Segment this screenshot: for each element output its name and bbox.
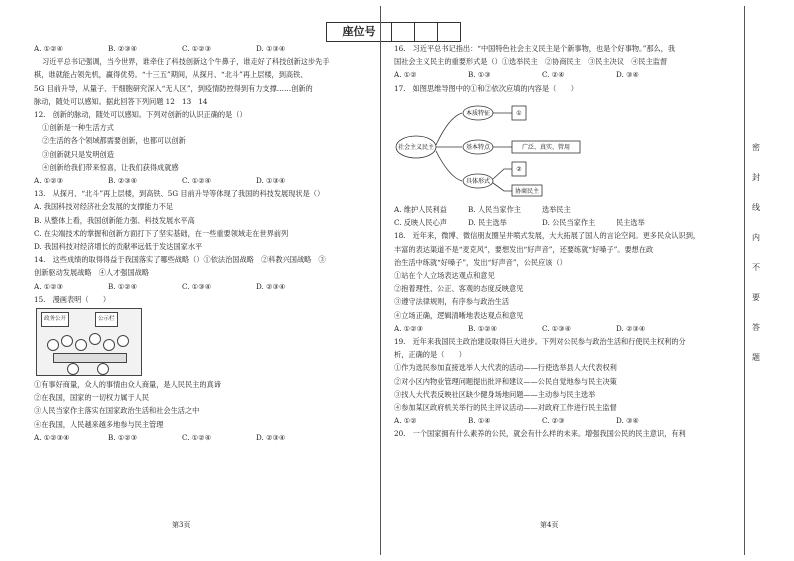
seal-character: 答 bbox=[752, 323, 760, 332]
question-line: ②生活的各个领域都需要创新，也都可以创新 bbox=[42, 136, 186, 146]
question-line: ②在我国，国家的一切权力属于人民 bbox=[34, 393, 150, 403]
answer-option[interactable] bbox=[616, 203, 690, 216]
seal-character: 要 bbox=[752, 293, 760, 302]
answer-options bbox=[394, 322, 724, 335]
question-line: 析，正确的是（ ） bbox=[394, 350, 466, 360]
cartoon-person bbox=[103, 339, 115, 351]
cartoon-person bbox=[67, 363, 79, 375]
question-line: ①站在个人立场表达观点和意见 bbox=[394, 271, 495, 281]
question-line: ③人民当家作主落实在国家政治生活和社会生活之中 bbox=[34, 406, 200, 416]
seat-digit-box[interactable] bbox=[438, 23, 460, 41]
answer-option[interactable]: B. ②③④ bbox=[108, 176, 138, 186]
answer-option[interactable]: B. 人民当家作主 bbox=[468, 205, 521, 215]
center-node-label: 社会主义民主 bbox=[397, 143, 435, 151]
question-line: 15. 漫画表明（ ） bbox=[34, 294, 111, 304]
answer-option[interactable]: B. ①②③ bbox=[108, 432, 138, 442]
question-line: D. 我国科技对经济增长的贡献率远低于发达国家水平 bbox=[34, 242, 203, 252]
answer-option[interactable]: D. ②③④ bbox=[256, 281, 286, 291]
answer-option[interactable]: A. 维护人民利益 bbox=[394, 205, 447, 215]
seal-character: 内 bbox=[752, 233, 760, 242]
branch-line bbox=[493, 183, 512, 191]
answer-option[interactable]: D. ③④ bbox=[616, 416, 639, 426]
answer-option[interactable]: A. ①②③ bbox=[394, 323, 424, 333]
branch-line bbox=[493, 169, 512, 179]
answer-option[interactable]: D. ③④ bbox=[616, 70, 639, 80]
branch-3-label: 具体形式 bbox=[465, 177, 491, 185]
seal-line bbox=[744, 6, 745, 555]
answer-option[interactable]: D. ①③④ bbox=[256, 44, 286, 53]
leaf-4-label: 协商民主 bbox=[514, 187, 540, 195]
answer-options bbox=[394, 414, 724, 427]
question-line: ④在我国，人民越来越多地参与民主管理 bbox=[34, 419, 164, 429]
page-number-left: 第3页 bbox=[172, 521, 191, 529]
page-3-content bbox=[34, 42, 364, 444]
mind-map-diagram bbox=[394, 97, 624, 197]
answer-option[interactable]: A. ①②④ bbox=[34, 44, 64, 53]
answer-option[interactable]: C. ①③④ bbox=[182, 281, 212, 291]
cartoon-person bbox=[75, 339, 87, 351]
seal-character: 密 bbox=[752, 143, 760, 152]
answer-option[interactable]: C. ①②④ bbox=[182, 432, 212, 442]
answer-options bbox=[394, 68, 724, 81]
branch-line bbox=[436, 113, 462, 145]
answer-option[interactable]: B. ①②④ bbox=[108, 281, 138, 291]
question-line: 20. 一个国家拥有什么素养的公民，就会有什么样的未来。增强我国公民的民主意识，有利 bbox=[394, 429, 686, 439]
question-line: 脉动，随处可以感知。据此回答下列问题 12 13 14 bbox=[34, 96, 208, 106]
answer-option[interactable]: C. ①②④ bbox=[182, 176, 212, 186]
answer-option[interactable]: C. ①③④ bbox=[542, 323, 572, 333]
question-line: 习近平总书记强调，当今世界，谁牵住了科技创新这个牛鼻子，谁走好了科技创新这步先手 bbox=[42, 57, 330, 67]
answer-option[interactable]: D. 公民当家作主 bbox=[542, 218, 596, 228]
answer-option[interactable]: 选举民主 bbox=[542, 205, 571, 215]
column-divider bbox=[380, 6, 381, 555]
answer-option[interactable]: C. 反映人民心声 bbox=[394, 218, 447, 228]
answer-option[interactable]: A. ①②③ bbox=[34, 176, 64, 186]
page-number-right: 第4页 bbox=[540, 521, 559, 529]
seal-character: 题 bbox=[752, 353, 760, 362]
answer-option[interactable]: A. ①② bbox=[394, 416, 417, 426]
page-4-content bbox=[394, 42, 724, 441]
question-line: ③遵守法律规则，有序参与政治生活 bbox=[394, 297, 510, 307]
seat-number-box bbox=[326, 22, 461, 42]
answer-options bbox=[34, 431, 364, 444]
answer-option[interactable]: D. ②③④ bbox=[256, 432, 286, 442]
question-line: 12. 创新的脉动，随处可以感知。下列对创新的认识正确的是（） bbox=[34, 110, 247, 120]
leaf-1-label: ① bbox=[516, 109, 522, 117]
answer-options bbox=[394, 203, 724, 216]
question-line: ①作为选民参加直接选举人大代表的活动——行使选举县人大代表权利 bbox=[394, 363, 617, 373]
question-line: 14. 这些成绩的取得得益于我国落实了哪些战略（）①依法治国战略 ②科教兴国战略 ③ bbox=[34, 255, 326, 265]
question-line: 18. 近年来，微博、微信朋友圈呈井喷式发展，大大拓展了国人的言论空间。更多民众认识到， bbox=[394, 231, 701, 241]
question-line: 创新驱动发展战略 ④人才强国战略 bbox=[34, 268, 150, 278]
question-line: 13. 从探月、“北斗”再上层楼，到高铁、5G 目前升导等体现了我国的科技发展现状是（） bbox=[34, 189, 325, 199]
question-line: C. 在尖端技术的掌握和创新方面打下了坚实基础，在一些重要领域走在世界前列 bbox=[34, 228, 289, 238]
question-line: ②对小区内物业管理问题提出批评和建议——公民自觉地参与民主决策 bbox=[394, 376, 617, 386]
answer-option[interactable]: C. ②③ bbox=[542, 416, 565, 426]
answer-option[interactable]: B. ①③ bbox=[468, 70, 491, 80]
question-line: ④参加某区政府机关举行的民主评议活动——对政府工作进行民主监督 bbox=[394, 403, 617, 413]
seat-digit-box[interactable] bbox=[415, 23, 438, 41]
cartoon-person bbox=[47, 339, 59, 351]
branch-line bbox=[436, 151, 462, 181]
seal-character: 封 bbox=[752, 173, 760, 182]
seat-digit-box[interactable] bbox=[392, 23, 415, 41]
answer-option[interactable]: B. ②③④ bbox=[108, 44, 138, 53]
question-line: ④立场正确，逻辑清晰地表达观点和意见 bbox=[394, 310, 524, 320]
branch-1-label: 本质特征 bbox=[465, 109, 491, 117]
answer-option[interactable]: A. ①② bbox=[394, 70, 417, 80]
question-line: ④创新给我们带来惊喜，让我们获得成就感 bbox=[42, 162, 179, 172]
question-line: ①有事好商量，众人的事情由众人商量，是人民民主的真谛 bbox=[34, 380, 221, 390]
question-line: B. 从整体上看，我国创新能力强、科技发展水平高 bbox=[34, 215, 195, 225]
seat-number-label: 座位号 bbox=[327, 23, 392, 41]
answer-options bbox=[34, 280, 364, 293]
cartoon-sign-right: 公示栏 bbox=[95, 312, 118, 327]
cartoon-person bbox=[117, 335, 129, 347]
question-line: 国社会主义民主的重要形式是（）①选举民主 ②协商民主 ③民主决议 ④民主监督 bbox=[394, 57, 668, 67]
question-line: 棋，谁就能占领先机，赢得优势。“十三五”期间，从探月、“北斗”再上层楼，到高铁、 bbox=[34, 70, 308, 80]
answer-option[interactable]: D. ①③④ bbox=[256, 176, 286, 186]
answer-option[interactable]: D. ②③④ bbox=[616, 323, 646, 333]
cartoon-person bbox=[89, 333, 101, 345]
seal-character: 不 bbox=[752, 263, 760, 272]
question-line: 16. 习近平总书记指出：“中国特色社会主义民主是个新事物，也是个好事物。”那么，我 bbox=[394, 44, 676, 53]
answer-option[interactable]: B. ①②④ bbox=[468, 323, 498, 333]
answer-options bbox=[34, 174, 364, 187]
question-line: ②抱着理性、公正、客观的态度反映意见 bbox=[394, 284, 524, 294]
answer-option[interactable]: 民主选举 bbox=[616, 218, 645, 228]
answer-options bbox=[34, 42, 364, 55]
leaf-2-label: 广泛、真实、管用 bbox=[521, 143, 571, 151]
cartoon-sign-left: 政务公开 bbox=[41, 312, 69, 327]
cartoon-person bbox=[97, 363, 109, 375]
cartoon-table bbox=[53, 353, 127, 363]
answer-option[interactable]: A. ①②③④ bbox=[34, 432, 70, 442]
question-line: 17. 如图思维导图中的①和②依次应填的内容是（ ） bbox=[394, 83, 578, 93]
cartoon-illustration bbox=[36, 308, 142, 376]
cartoon-person bbox=[61, 335, 73, 347]
question-line: ①创新是一种生活方式 bbox=[42, 123, 114, 133]
question-line: ③创新就只是发明创造 bbox=[42, 149, 114, 159]
answer-option[interactable]: C. ②④ bbox=[542, 70, 565, 80]
leaf-3-label: ② bbox=[516, 165, 522, 173]
answer-option[interactable]: A. ①②③ bbox=[34, 281, 64, 291]
question-line: 19. 近年来我国民主政治建设取得巨大进步。下列对公民参与政治生活和行使民主权利的分 bbox=[394, 337, 686, 347]
answer-option[interactable]: D. 民主选举 bbox=[468, 218, 507, 228]
answer-options bbox=[394, 216, 724, 229]
question-line: 5G 目前升导，从量子、干细胞研究深入“无人区”，到疫情防控得到有力支撑……创新的 bbox=[34, 83, 313, 93]
question-line: A. 我国科技对经济社会发展的支撑能力不足 bbox=[34, 202, 174, 212]
answer-option[interactable]: C. ①②③ bbox=[182, 44, 212, 53]
question-line: 治生活中练就“好嗓子”，发出“好声音”，公民应该（） bbox=[394, 257, 567, 267]
question-line: ③找人大代表反映社区缺少健身场地问题——主动参与民主选举 bbox=[394, 389, 596, 399]
seal-character: 线 bbox=[752, 203, 760, 212]
question-line: 丰富的表达渠道不是“麦克风”，要想发出“好声音”，还要练就“好嗓子”。要想在政 bbox=[394, 244, 654, 254]
branch-2-label: 基本特点 bbox=[465, 143, 491, 151]
answer-option[interactable]: B. ①④ bbox=[468, 416, 491, 426]
